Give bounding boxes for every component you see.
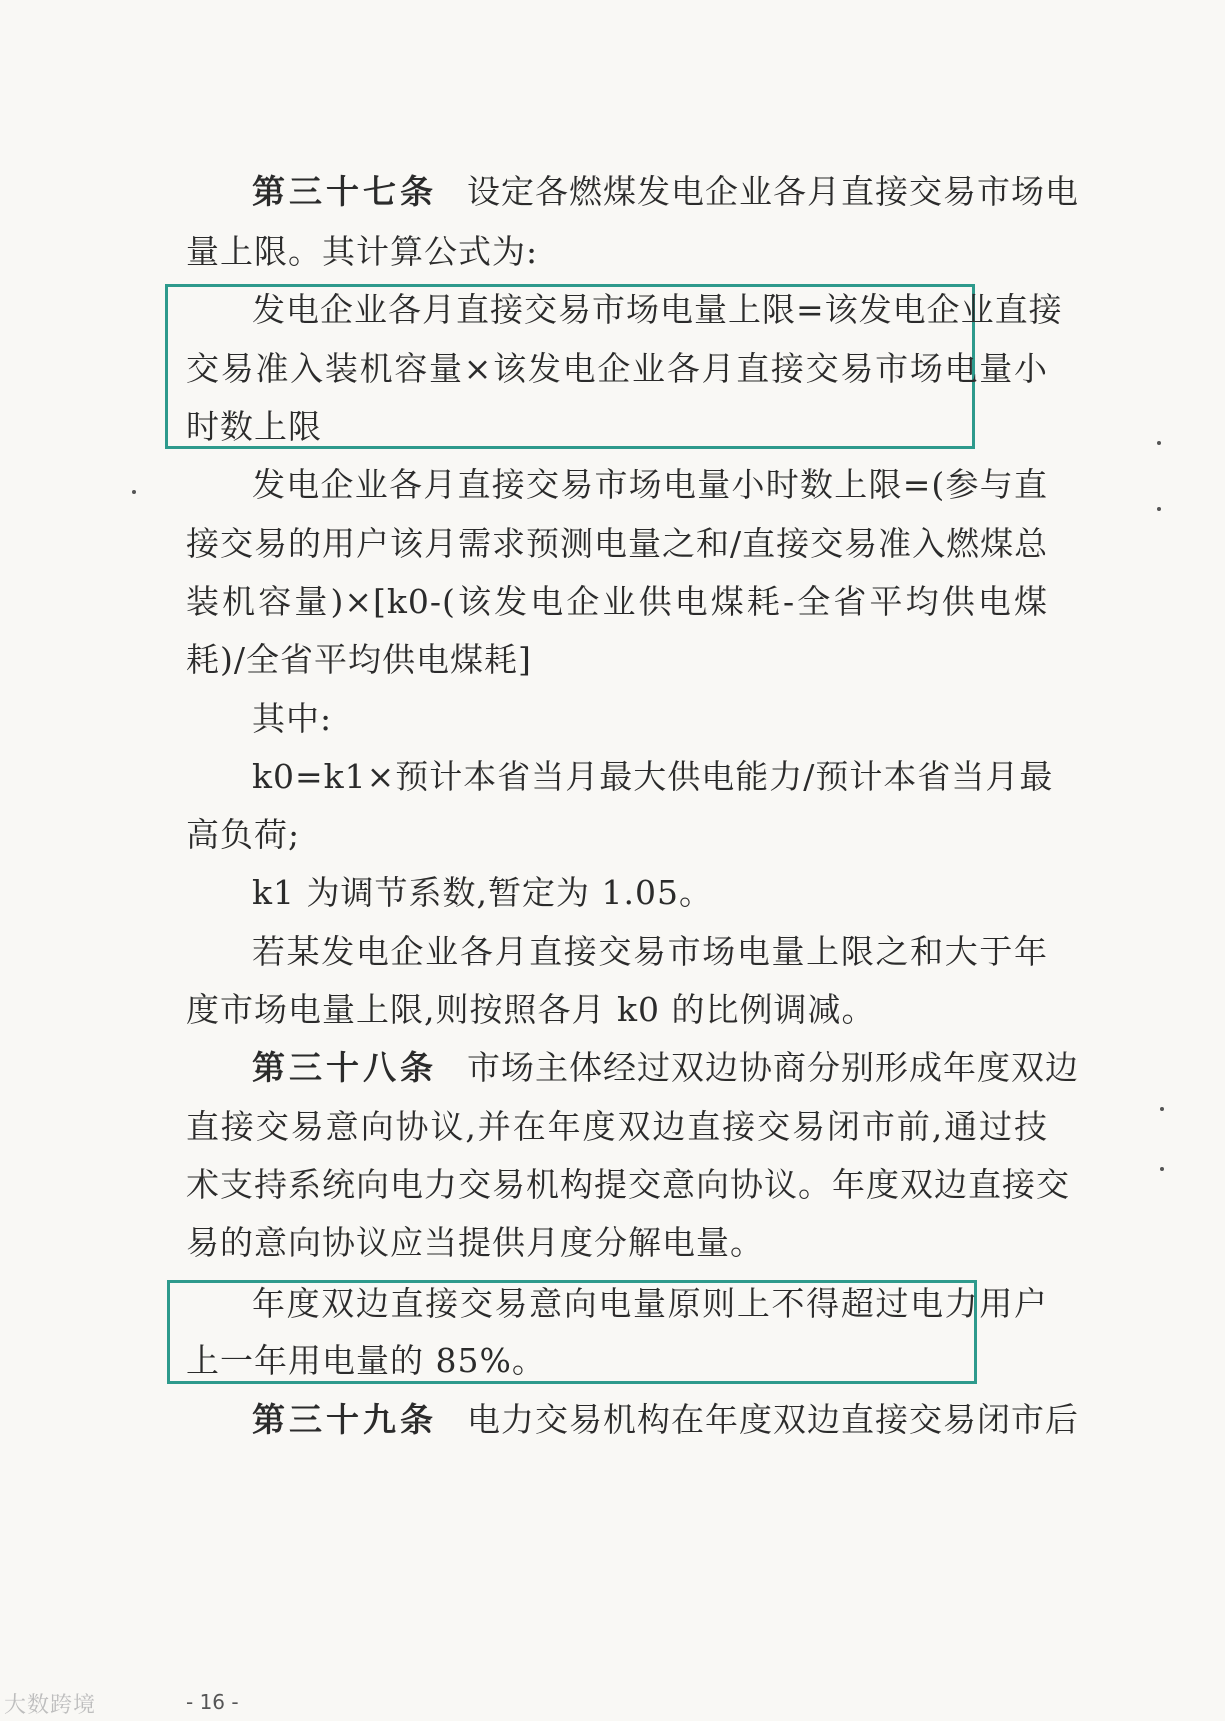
article-37-heading: 第三十七条 <box>252 172 437 211</box>
article-38-text-1: 市场主体经过双边协商分别形成年度双边 <box>467 1048 1079 1087</box>
where-label: 其中: <box>252 699 333 738</box>
article-39-text-1: 电力交易机构在年度双边直接交易闭市后 <box>467 1400 1079 1439</box>
adjust-line-1: 若某发电企业各月直接交易市场电量上限之和大于年 <box>252 932 1048 971</box>
k1-line: k1 为调节系数,暂定为 1.05。 <box>252 873 713 912</box>
article-39-heading: 第三十九条 <box>252 1400 437 1439</box>
adjust-line-2: 度市场电量上限,则按照各月 k0 的比例调减。 <box>186 990 876 1029</box>
watermark-logo: 大数跨境 <box>4 1693 97 1718</box>
article-38-line-2: 直接交易意向协议,并在年度双边直接交易闭市前,通过技 <box>186 1107 1048 1146</box>
article-37-line-1 <box>252 172 1079 212</box>
article-39-line-1 <box>252 1400 1079 1440</box>
scan-speck <box>1160 1167 1164 1171</box>
scan-speck <box>132 490 136 494</box>
formula-2-line-4: 耗)/全省平均供电煤耗] <box>186 640 532 679</box>
article-38-line-4: 易的意向协议应当提供月度分解电量。 <box>186 1223 764 1262</box>
article-37-text-1: 设定各燃煤发电企业各月直接交易市场电 <box>467 172 1079 211</box>
article-38-line-3: 术支持系统向电力交易机构提交意向协议。年度双边直接交 <box>186 1165 1070 1204</box>
limit-line-1: 年度双边直接交易意向电量原则上不得超过电力用户 <box>252 1284 1048 1323</box>
formula-2-line-2: 接交易的用户该月需求预测电量之和/直接交易准入燃煤总 <box>186 524 1049 563</box>
page-number: - 16 - <box>186 1690 239 1714</box>
formula-1-line-3: 时数上限 <box>186 407 322 446</box>
scan-speck <box>1160 1107 1164 1111</box>
scan-speck <box>1157 507 1161 511</box>
limit-line-2: 上一年用电量的 85%。 <box>186 1341 546 1380</box>
formula-2-line-3: 装机容量)×[k0-(该发电企业供电煤耗-全省平均供电煤 <box>186 582 1048 621</box>
k0-line-1: k0=k1×预计本省当月最大供电能力/预计本省当月最 <box>252 757 1054 796</box>
article-37-line-2: 量上限。其计算公式为: <box>186 232 539 271</box>
formula-1-line-2: 交易准入装机容量×该发电企业各月直接交易市场电量小 <box>186 349 1048 388</box>
scan-speck <box>1157 441 1161 445</box>
article-38-line-1 <box>252 1048 1079 1088</box>
formula-1-line-1: 发电企业各月直接交易市场电量上限=该发电企业直接 <box>252 290 1063 329</box>
k0-line-2: 高负荷; <box>186 815 301 854</box>
article-38-heading: 第三十八条 <box>252 1048 437 1087</box>
formula-2-line-1: 发电企业各月直接交易市场电量小时数上限=(参与直 <box>252 465 1048 504</box>
